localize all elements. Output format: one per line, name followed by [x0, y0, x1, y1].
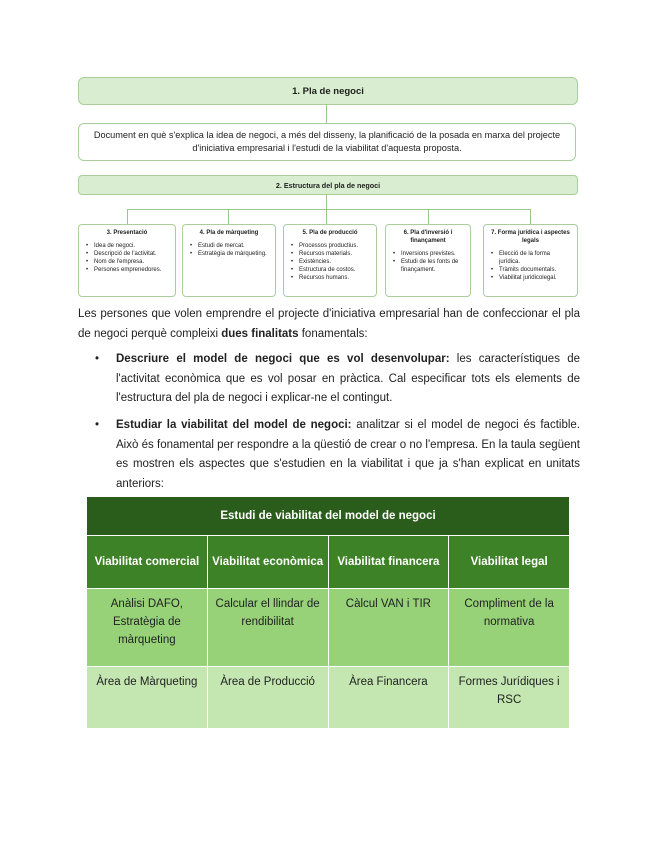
- section-title: 5. Pla de producció: [302, 230, 358, 236]
- section-title: 4. Pla de màrqueting: [199, 230, 259, 236]
- section-item: • Estratègia de màrqueting.: [194, 250, 270, 258]
- bullet-body: les característiques de l'activitat econòmica que es vol posar en pràctica. Cal especificar tots els elements de l'estructura del pla de negoci i explicar-ne el contingut.: [116, 353, 580, 404]
- section-item: • Estructura de costos.: [295, 266, 371, 274]
- section-inversio: [385, 224, 471, 297]
- section-title: 6. Pla d'inversió i finançament: [403, 230, 453, 244]
- diagram-description: Document en què s'explica la idea de negoci, a més del disseny, la planificació de la posada en marxa del projecte d'iniciativa empresarial i l'estudi de la viabilitat d'aquesta proposta.: [78, 123, 576, 161]
- table-cell: Àrea Financera: [328, 667, 449, 729]
- section-item: • Recursos materials.: [295, 250, 371, 258]
- intro-text-end: fonamentals:: [298, 327, 368, 340]
- intro-text: Les persones que volen emprendre el projecte d'iniciativa empresarial han de confeccionar el pla de negoci perquè compleixi: [78, 308, 580, 340]
- table-row: [87, 589, 570, 667]
- intro-bold: dues finalitats: [221, 327, 299, 340]
- section-marqueting: [182, 224, 276, 297]
- connector-line: [428, 209, 429, 224]
- section-item: • Recursos humans.: [295, 274, 371, 282]
- section-item: • Persones emprenedores.: [90, 266, 170, 274]
- table-cell: Compliment de la normativa: [449, 589, 570, 667]
- section-item: • Inversions previstes.: [397, 250, 465, 258]
- bullet-body: analitzar si el model de negoci és factible. Això és fonamental per respondre a la qüestió de crear o no l'empresa. En la taula següent es mostren els aspectes que s'estudien en la viabilitat i que ja s'han explicat en unitats anteriors:: [116, 419, 580, 490]
- bullet-viability: [116, 416, 580, 494]
- section-title: 7. Forma jurídica i aspectes legals: [491, 230, 570, 244]
- section-item: • Existències.: [295, 258, 371, 266]
- section-item: • Descripció de l'activitat.: [90, 250, 170, 258]
- section-produccio: [283, 224, 377, 297]
- bullet-title: Descriure el model de negoci que es vol desenvolupar:: [116, 353, 450, 365]
- section-forma-juridica: [483, 224, 578, 297]
- bullet-marker: •: [95, 353, 100, 365]
- column-header: Viabilitat financera: [328, 536, 449, 589]
- connector-line: [326, 194, 327, 209]
- connector-line: [127, 209, 128, 224]
- section-item: • Estudi de les fonts de finançament.: [397, 258, 465, 274]
- connector-line: [127, 209, 531, 210]
- business-plan-diagram: [78, 77, 578, 297]
- diagram-title: 1. Pla de negoci: [78, 77, 578, 105]
- column-header: Viabilitat econòmica: [207, 536, 328, 589]
- section-item: • Idea de negoci.: [90, 242, 170, 250]
- section-item: • Tràmits documentals.: [495, 266, 572, 274]
- intro-paragraph: [78, 305, 580, 344]
- column-header: Viabilitat comercial: [87, 536, 208, 589]
- table-cell: Àrea de Producció: [207, 667, 328, 729]
- connector-line: [228, 209, 229, 224]
- table-title: Estudi de viabilitat del model de negoci: [87, 497, 570, 536]
- table-cell: Formes Jurídiques i RSC: [449, 667, 570, 729]
- section-item: • Estudi de mercat.: [194, 242, 270, 250]
- section-item: • Processos productius.: [295, 242, 371, 250]
- connector-line: [326, 209, 327, 224]
- connector-line: [530, 209, 531, 224]
- section-item: • Nom de l'empresa.: [90, 258, 170, 266]
- diagram-structure: 2. Estructura del pla de negoci: [78, 175, 578, 195]
- column-header: Viabilitat legal: [449, 536, 570, 589]
- viability-table: [86, 496, 570, 729]
- bullet-marker: •: [95, 419, 100, 431]
- connector-line: [326, 104, 327, 123]
- section-presentacio: [78, 224, 176, 297]
- table-row: [87, 667, 570, 729]
- bullet-title: Estudiar la viabilitat del model de negoci:: [116, 419, 352, 431]
- section-item: • Elecció de la forma jurídica.: [495, 250, 572, 266]
- table-cell: Calcular el llindar de rendibilitat: [207, 589, 328, 667]
- section-title: 3. Presentació: [106, 230, 148, 236]
- bullet-describe: [116, 350, 580, 409]
- table-cell: Àrea de Màrqueting: [87, 667, 208, 729]
- table-cell: Anàlisi DAFO, Estratègia de màrqueting: [87, 589, 208, 667]
- section-item: • Viabilitat juridicolegal.: [495, 274, 572, 282]
- table-cell: Càlcul VAN i TIR: [328, 589, 449, 667]
